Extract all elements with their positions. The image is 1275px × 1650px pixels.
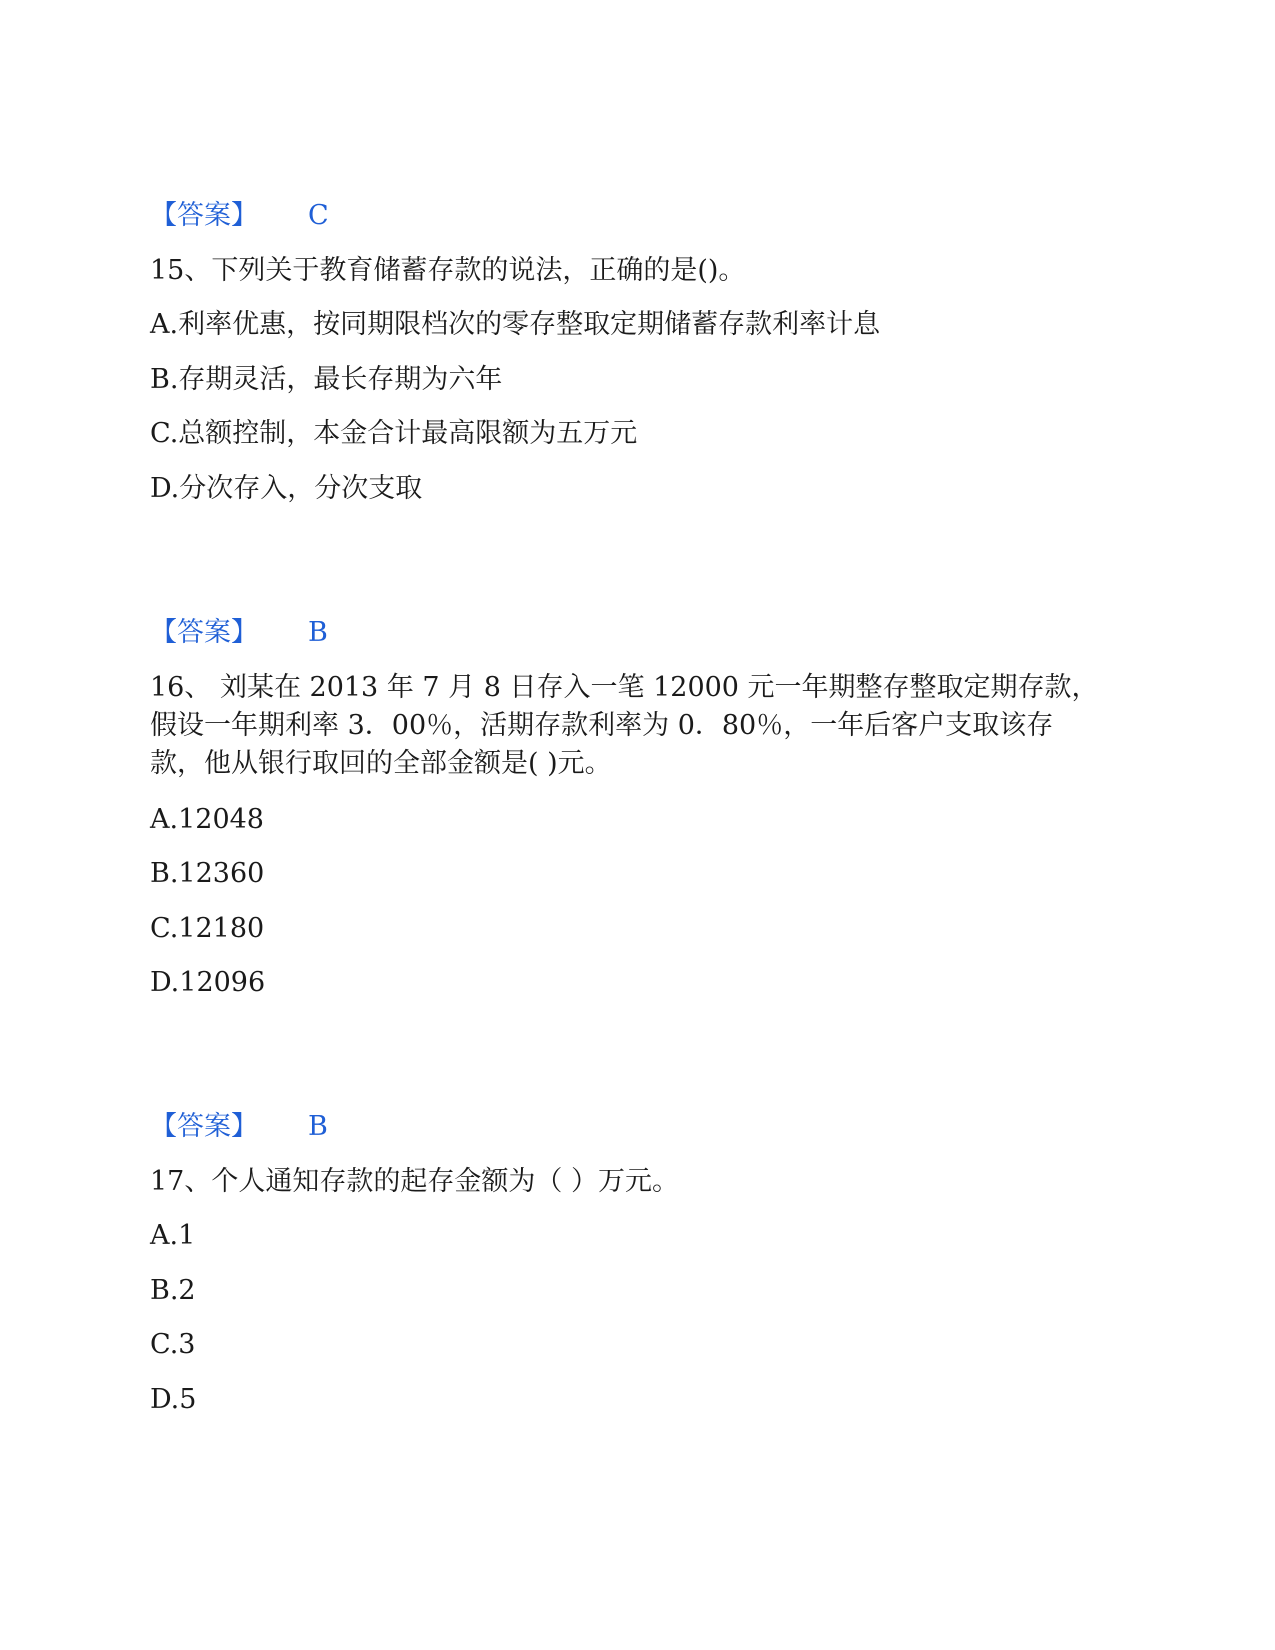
question-16-stem-line-3: 款，他从银行取回的全部金额是( )元。 [150, 748, 612, 779]
answer-label: 【答案】 [150, 200, 258, 231]
question-17-option-b: B.2 [150, 1275, 196, 1306]
answer-letter: B [308, 617, 328, 648]
question-17-option-c: C.3 [150, 1329, 196, 1360]
answer-line [150, 1107, 328, 1146]
answer-letter: C [308, 200, 329, 231]
question-15-option-a: A.利率优惠，按同期限档次的零存整取定期储蓄存款利率计息 [150, 309, 881, 340]
question-16-stem-line-1: 16、 刘某在 2013 年 7 月 8 日存入一笔 12000 元一年期整存整取定期存款， [150, 672, 1099, 703]
question-16-option-d: D.12096 [150, 967, 266, 998]
answer-letter: B [308, 1111, 328, 1142]
question-16-option-a: A.12048 [150, 804, 264, 835]
answer-label: 【答案】 [150, 617, 258, 648]
answer-label: 【答案】 [150, 1111, 258, 1142]
answer-line [150, 613, 328, 652]
question-15-option-d: D.分次存入，分次支取 [150, 473, 423, 504]
question-15-stem: 15、下列关于教育储蓄存款的说法，正确的是()。 [150, 255, 746, 286]
question-16-option-b: B.12360 [150, 858, 265, 889]
question-15-option-c: C.总额控制，本金合计最高限额为五万元 [150, 418, 638, 449]
question-16-option-c: C.12180 [150, 913, 265, 944]
question-15-option-b: B.存期灵活，最长存期为六年 [150, 364, 503, 395]
question-17-option-a: A.1 [150, 1220, 196, 1251]
question-17-stem: 17、个人通知存款的起存金额为（ ）万元。 [150, 1166, 679, 1197]
question-17-option-d: D.5 [150, 1384, 197, 1415]
question-16-stem-line-2: 假设一年期利率 3．00％，活期存款利率为 0．80％，一年后客户支取该存 [150, 710, 1054, 741]
answer-line [150, 196, 329, 235]
